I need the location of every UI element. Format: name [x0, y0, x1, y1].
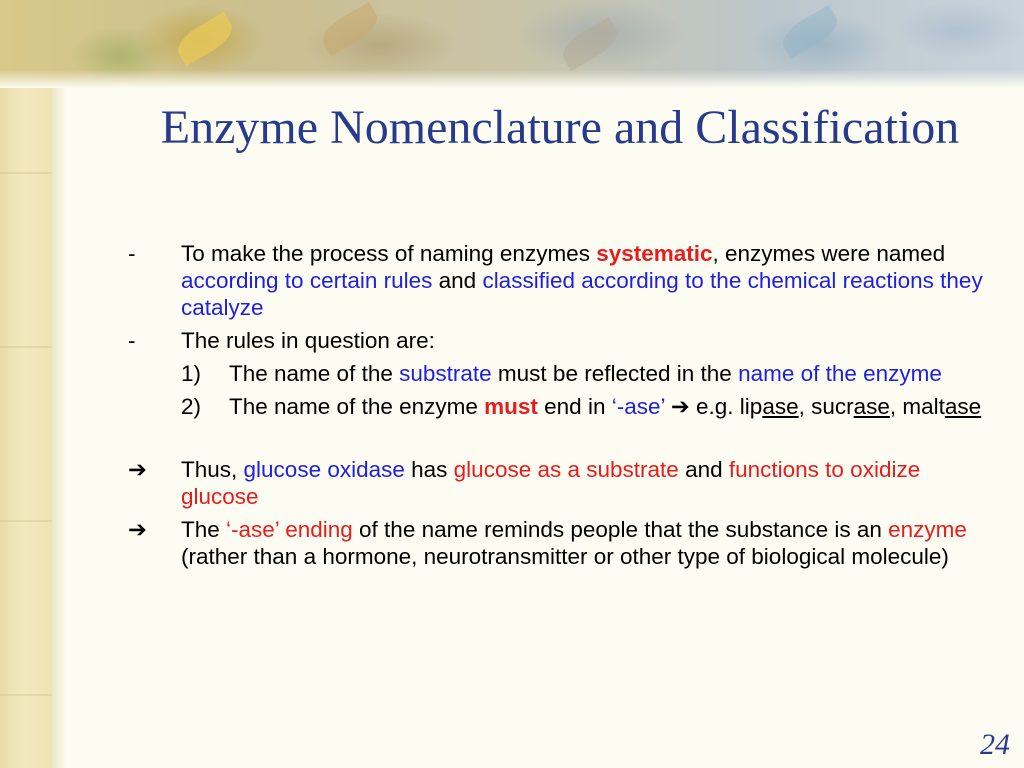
spacer [128, 426, 988, 456]
text: , enzymes were named [712, 241, 946, 266]
dash-bullet: - [128, 241, 136, 266]
highlight: classified according to the chemical reactions they catalyze [181, 268, 983, 320]
leaf-decoration [557, 17, 623, 71]
text: , malt [889, 394, 945, 419]
bullet-item [128, 240, 988, 321]
highlight: ‘-ase’ [611, 394, 665, 419]
dash-bullet: - [128, 328, 136, 353]
text: The name of the [229, 361, 400, 386]
arrow-bullet-icon: ➔ [128, 517, 147, 542]
underlined-suffix: ase [944, 394, 982, 419]
highlight: must [484, 394, 538, 419]
text: Thus, [181, 457, 244, 482]
highlight: functions to oxidize glucose [181, 457, 921, 509]
top-decorative-banner [0, 0, 1024, 88]
highlight: enzyme [888, 517, 967, 542]
text: ➔ e.g. lip [664, 394, 763, 419]
highlight: ‘-ase’ ending [226, 517, 353, 542]
slide-title: Enzyme Nomenclature and Classification [160, 101, 960, 154]
text: To make the process of naming enzymes [181, 241, 597, 266]
highlight: substrate [399, 361, 492, 386]
text: has [404, 457, 454, 482]
bullet-item [128, 456, 988, 510]
text: and [432, 268, 483, 293]
leaf-decoration [317, 2, 383, 56]
underlined-suffix: ase [762, 394, 799, 419]
item-number: 1) [181, 361, 202, 386]
page-number: 24 [980, 728, 1010, 761]
highlight: systematic [596, 241, 713, 266]
bullet-item [128, 327, 988, 354]
text: The name of the enzyme [229, 394, 485, 419]
arrow-bullet-icon: ➔ [128, 457, 147, 482]
text: (rather than a hormone, neurotransmitter or other type of biological molecule) [181, 544, 949, 569]
highlight: glucose oxidase [243, 457, 405, 482]
text: must be reflected in the [491, 361, 739, 386]
text: The [181, 517, 227, 542]
bullet-item [128, 516, 988, 570]
numbered-item [128, 393, 988, 420]
highlight: name of the enzyme [738, 361, 942, 386]
leaf-decoration [172, 12, 238, 66]
highlight: glucose as a substrate [453, 457, 679, 482]
highlight: according to certain rules [181, 268, 433, 293]
text: , sucr [798, 394, 854, 419]
underlined-suffix: ase [853, 394, 890, 419]
text: and [678, 457, 729, 482]
leaf-decoration [777, 5, 843, 59]
numbered-item [128, 360, 988, 387]
text: The rules in question are: [181, 328, 435, 353]
item-number: 2) [181, 394, 202, 419]
text: end in [537, 394, 612, 419]
slide-body [128, 240, 988, 576]
text: of the name reminds people that the substance is an [352, 517, 889, 542]
left-decorative-band [0, 0, 52, 768]
